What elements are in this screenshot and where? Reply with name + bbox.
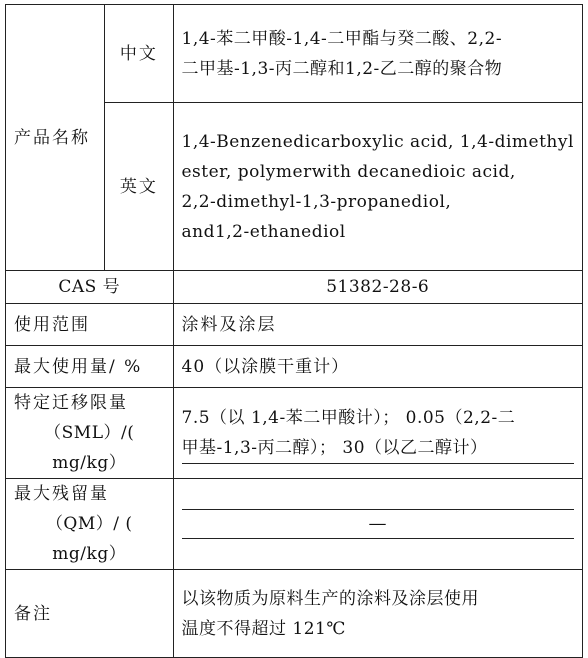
max-use-label: 最大使用量/ %	[6, 346, 174, 388]
qm-value-cell	[173, 479, 583, 570]
row-cas	[6, 271, 583, 304]
qm-label-line2: （QM）/ ( mg/kg）	[45, 514, 133, 564]
max-use-value: 40（以涂膜干重计）	[173, 346, 583, 388]
chinese-name-cell	[173, 5, 583, 103]
sml-label-line1: 特定迁移限量	[14, 393, 128, 413]
chinese-label: 中文	[105, 5, 173, 103]
english-name-line4: and1,2-ethanediol	[181, 221, 346, 242]
remarks-line1: 以该物质为原料生产的涂料及涂层使用	[181, 588, 479, 609]
usage-value: 涂料及涂层	[173, 304, 583, 346]
sml-label-cell	[6, 388, 174, 479]
chinese-name-line1: 1,4-苯二甲酸-1,4-二甲酯与癸二酸、2,2-	[181, 28, 503, 49]
english-name-line2: ester, polymerwith decanedioic acid,	[181, 161, 516, 182]
row-max-use	[6, 346, 583, 388]
sml-value-line1: 7.5（以 1,4-苯二甲酸计）； 0.05（2,2-二	[181, 407, 516, 428]
qm-value: —	[182, 509, 575, 539]
remarks-cell	[173, 570, 583, 658]
sml-value-cell	[173, 388, 583, 479]
qm-label-cell	[6, 479, 174, 570]
product-name-label: 产品名称	[6, 5, 105, 271]
row-qm	[6, 479, 583, 570]
remarks-label: 备注	[6, 570, 174, 658]
cas-label: CAS 号	[6, 271, 174, 304]
sml-label-line2: （SML）/( mg/kg）	[44, 423, 135, 473]
remarks-line2: 温度不得超过 121℃	[181, 618, 346, 639]
sml-value-line2: 甲基-1,3-丙二醇）； 30（以乙二醇计）	[182, 433, 575, 464]
english-label: 英文	[105, 103, 173, 271]
row-sml	[6, 388, 583, 479]
row-usage	[6, 304, 583, 346]
english-name-cell	[173, 103, 583, 271]
substance-spec-table	[5, 4, 583, 658]
english-name-line1: 1,4-Benzenedicarboxylic acid, 1,4-dimethyl	[181, 131, 574, 152]
row-remarks	[6, 570, 583, 658]
chinese-name-line2: 二甲基-1,3-丙二醇和1,2-乙二醇的聚合物	[181, 58, 503, 79]
usage-label: 使用范围	[6, 304, 174, 346]
row-chinese-name	[6, 5, 583, 103]
english-name-line3: 2,2-dimethyl-1,3-propanediol,	[181, 191, 452, 212]
qm-label-line1: 最大残留量	[14, 484, 109, 504]
cas-value: 51382-28-6	[173, 271, 583, 304]
